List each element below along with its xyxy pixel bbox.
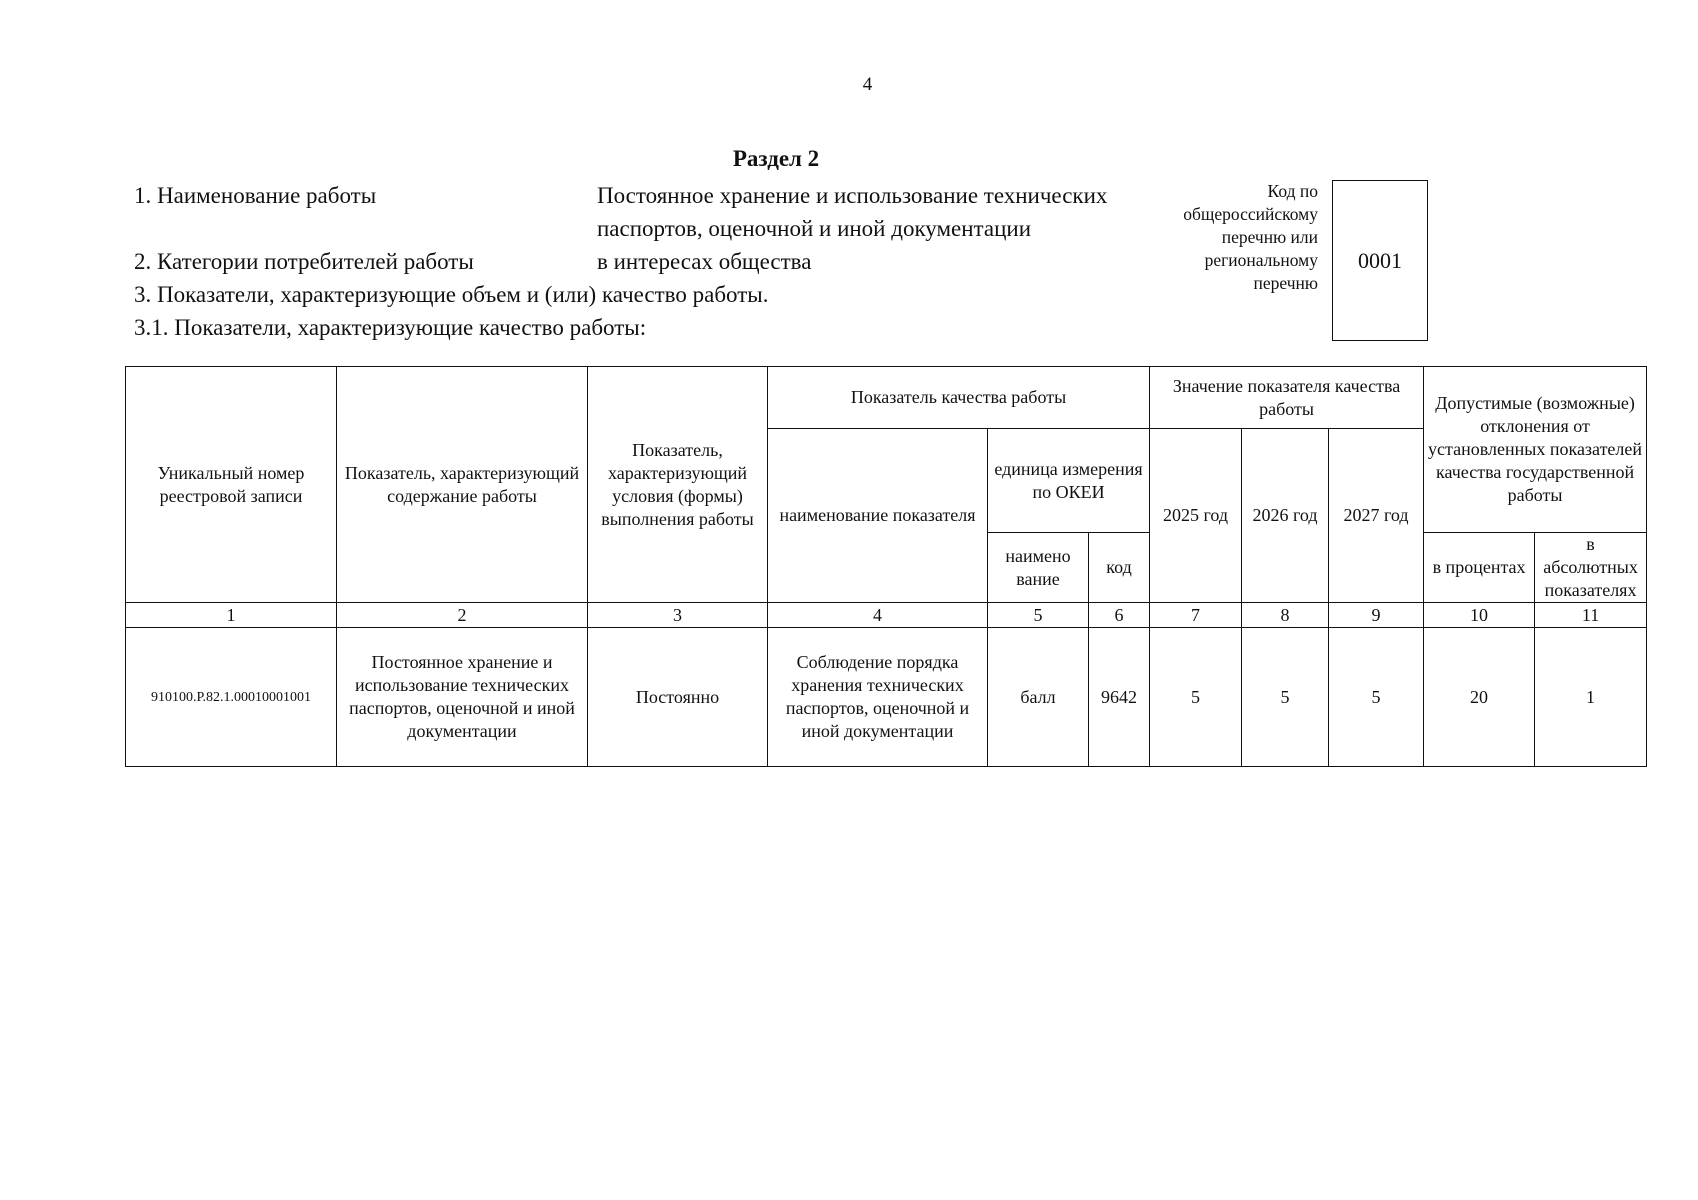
header-unit-okei: единица измерения по ОКЕИ <box>988 429 1150 533</box>
column-number: 6 <box>1089 603 1150 628</box>
code-label-line: перечню <box>1253 273 1318 293</box>
work-name-label: 1. Наименование работы <box>134 183 377 208</box>
row-registry-number: 910100.Р.82.1.00010001001 <box>126 628 337 767</box>
header-deviation-percent: в процентах <box>1424 533 1535 603</box>
row-deviation-percent: 20 <box>1424 628 1535 767</box>
code-label-line: региональному <box>1204 250 1318 270</box>
header-year-2027: 2027 год <box>1329 429 1424 603</box>
header-registry-number: Уникальный номер реестровой записи <box>126 367 337 603</box>
work-name-value-line1: Постоянное хранение и использование технических <box>597 183 1108 208</box>
header-deviation-absolute: в абсолютных показателях <box>1535 533 1647 603</box>
column-number: 7 <box>1150 603 1242 628</box>
column-number: 5 <box>988 603 1089 628</box>
header-indicator-name: наименование показателя <box>768 429 988 603</box>
consumers-label: 2. Категории потребителей работы <box>134 249 474 274</box>
code-value: 0001 <box>1358 247 1402 273</box>
header-conditions-indicator: Показатель, характеризующий условия (формы) выполнения работы <box>588 367 768 603</box>
header-unit-name: наимено вание <box>988 533 1089 603</box>
row-conditions: Постоянно <box>588 628 768 767</box>
code-label-line: Код по <box>1267 181 1318 201</box>
code-label-line: перечню или <box>1221 227 1318 247</box>
column-number: 1 <box>126 603 337 628</box>
header-unit-code: код <box>1089 533 1150 603</box>
table-header-row <box>126 367 1647 429</box>
row-unit-name: балл <box>988 628 1089 767</box>
row-content: Постоянное хранение и использование технических паспортов, оценочной и иной документации <box>337 628 588 767</box>
table-row <box>126 628 1647 767</box>
page-number: 4 <box>862 74 873 95</box>
row-deviation-absolute: 1 <box>1535 628 1647 767</box>
column-number: 9 <box>1329 603 1424 628</box>
header-year-2026: 2026 год <box>1242 429 1329 603</box>
column-number: 8 <box>1242 603 1329 628</box>
code-label <box>1140 180 1318 295</box>
column-number: 3 <box>588 603 768 628</box>
code-label-line: общероссийскому <box>1183 204 1318 224</box>
consumers-value: в интересах общества <box>597 249 812 274</box>
header-indicator-value: Значение показателя качества работы <box>1150 367 1424 429</box>
section-title: Раздел 2 <box>732 146 820 171</box>
header-quality-indicator: Показатель качества работы <box>768 367 1150 429</box>
header-deviations: Допустимые (возможные) отклонения от установленных показателей качества государственной работы <box>1424 367 1647 533</box>
column-number: 4 <box>768 603 988 628</box>
column-number: 2 <box>337 603 588 628</box>
quality-heading: 3.1. Показатели, характеризующие качество работы: <box>134 315 647 340</box>
header-year-2025: 2025 год <box>1150 429 1242 603</box>
indicators-heading: 3. Показатели, характеризующие объем и (или) качество работы. <box>134 282 769 307</box>
code-box <box>1332 180 1428 341</box>
column-number-row <box>126 603 1647 628</box>
row-indicator-name: Соблюдение порядка хранения технических паспортов, оценочной и иной документации <box>768 628 988 767</box>
column-number: 11 <box>1535 603 1647 628</box>
quality-indicators-table <box>125 366 1647 767</box>
row-unit-code: 9642 <box>1089 628 1150 767</box>
header-content-indicator: Показатель, характеризующий содержание работы <box>337 367 588 603</box>
column-number: 10 <box>1424 603 1535 628</box>
row-value-2025: 5 <box>1150 628 1242 767</box>
work-name-value-line2: паспортов, оценочной и иной документации <box>597 216 1032 241</box>
row-value-2027: 5 <box>1329 628 1424 767</box>
row-value-2026: 5 <box>1242 628 1329 767</box>
